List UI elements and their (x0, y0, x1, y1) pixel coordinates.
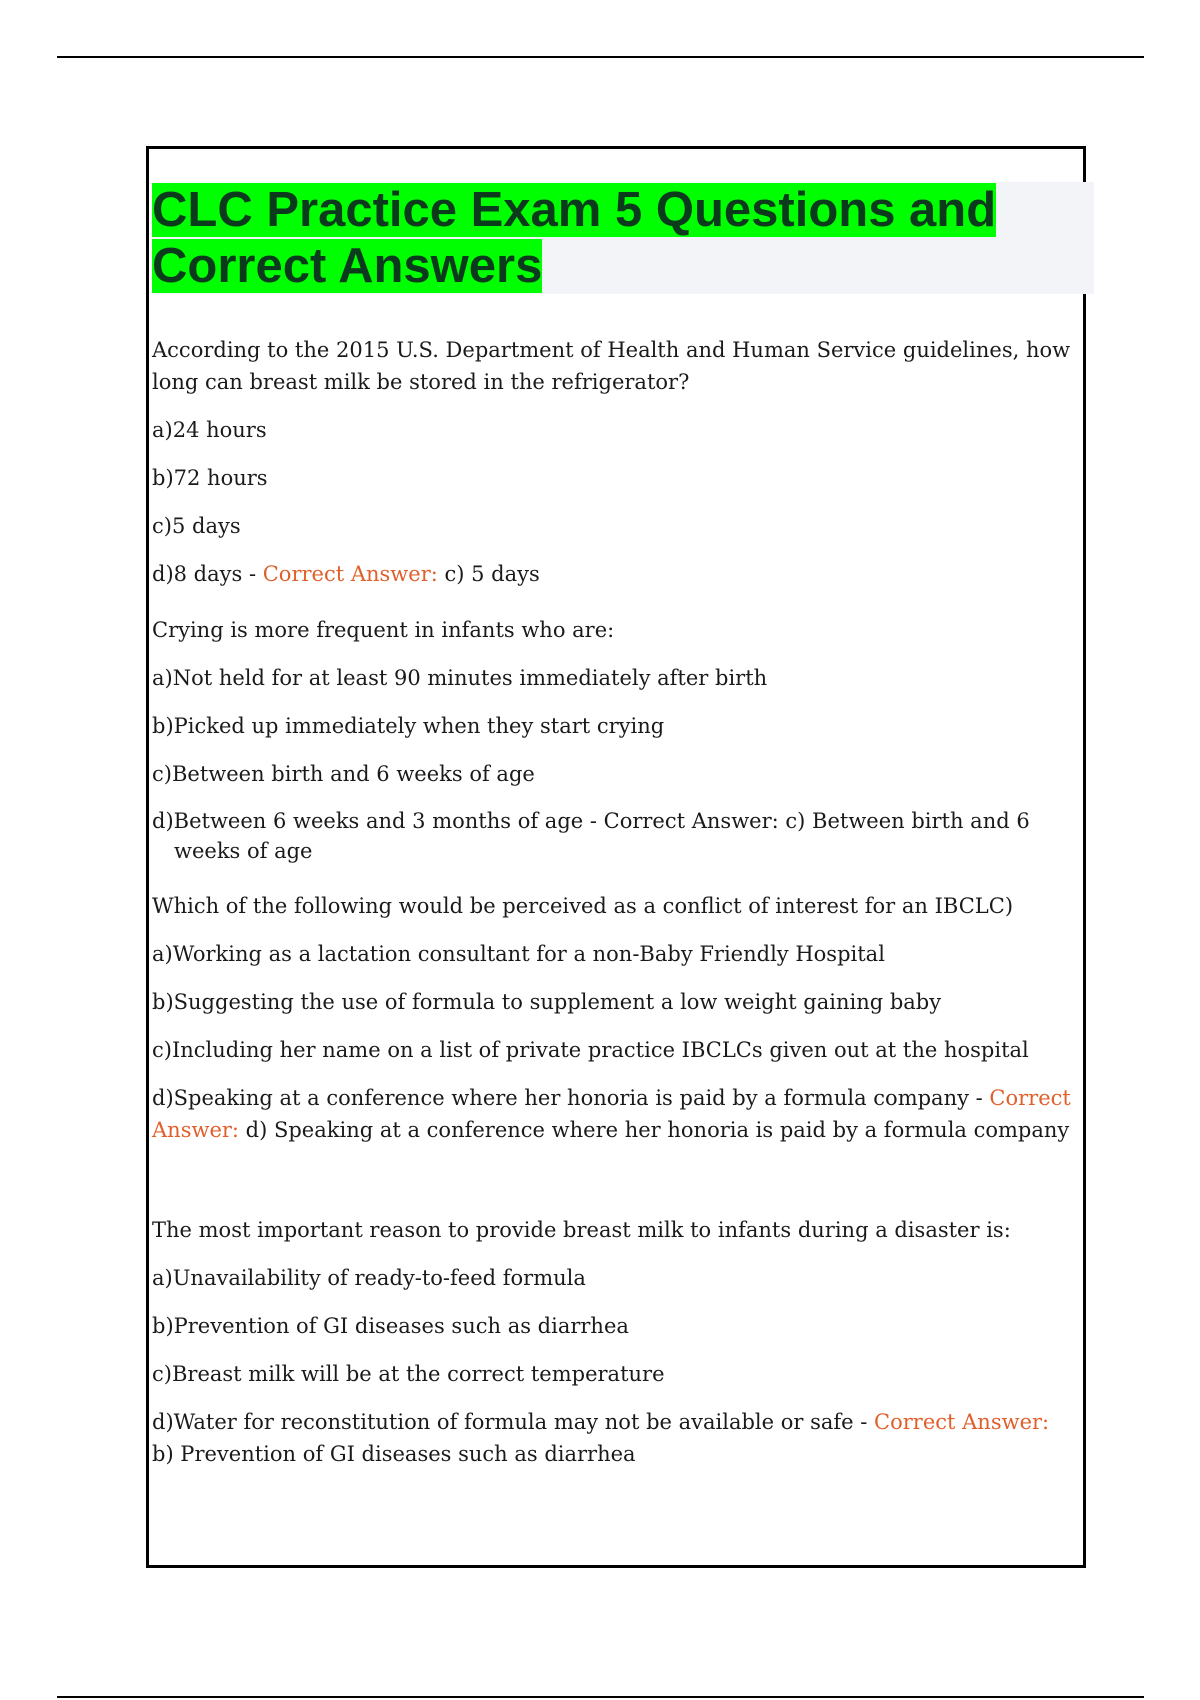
title-line-1: CLC Practice Exam 5 Questions and (152, 183, 997, 237)
page-title (152, 182, 1094, 294)
option-with-answer: d)Water for reconstitution of formula may not be available or safe - Correct Answer: b) Prevention of GI diseases such as diarrhea (152, 1410, 1050, 1466)
correct-answer-text: d) Speaking at a conference where her honoria is paid by a formula company (238, 1118, 1070, 1142)
correct-answer-text: c) 5 days (437, 562, 540, 586)
option: b)Picked up immediately when they start crying (152, 714, 665, 738)
spacer (152, 1162, 1082, 1214)
option: a)Not held for at least 90 minutes immediately after birth (152, 666, 768, 690)
option: c)5 days (152, 514, 241, 538)
option: c)Breast milk will be at the correct temperature (152, 1362, 665, 1386)
option: c)Between birth and 6 weeks of age (152, 762, 535, 786)
bottom-rule (57, 1696, 1144, 1698)
correct-answer-label: Correct Answer: (262, 562, 438, 586)
correct-answer-text: b) Prevention of GI diseases such as diarrhea (152, 1442, 636, 1466)
question-text: According to the 2015 U.S. Department of Health and Human Service guidelines, how long can breast milk be stored in the refrigerator? (152, 338, 1071, 394)
option: c)Including her name on a list of private practice IBCLCs given out at the hospital (152, 1038, 1029, 1062)
question-list (152, 334, 1082, 1486)
option-with-answer: d)Between 6 weeks and 3 months of age - Correct Answer: c) Between birth and 6 weeks of age (152, 809, 1030, 863)
option: b)Suggesting the use of formula to supplement a low weight gaining baby (152, 990, 942, 1014)
question-text: Which of the following would be perceived as a conflict of interest for an IBCLC) (152, 894, 1014, 918)
title-line-2: Correct Answers (152, 239, 543, 293)
question-text: Crying is more frequent in infants who are: (152, 618, 615, 642)
option: a)24 hours (152, 418, 267, 442)
option-with-answer: d)Speaking at a conference where her honoria is paid by a formula company - Correct Answer: d) Speaking at a conference where her honoria is paid by a formula company (152, 1086, 1071, 1142)
option: b)72 hours (152, 466, 268, 490)
question-text: The most important reason to provide breast milk to infants during a disaster is: (152, 1218, 1011, 1242)
option: a)Unavailability of ready-to-feed formula (152, 1266, 586, 1290)
correct-answer-label: Correct Answer: (874, 1410, 1050, 1434)
title-block (152, 182, 1094, 294)
option-with-answer: d)8 days - Correct Answer: c) 5 days (152, 562, 540, 586)
option: a)Working as a lactation consultant for a non-Baby Friendly Hospital (152, 942, 885, 966)
top-rule (57, 56, 1144, 58)
correct-answer-label: Correct Answer: (152, 1086, 1071, 1142)
option: b)Prevention of GI diseases such as diarrhea (152, 1314, 629, 1338)
